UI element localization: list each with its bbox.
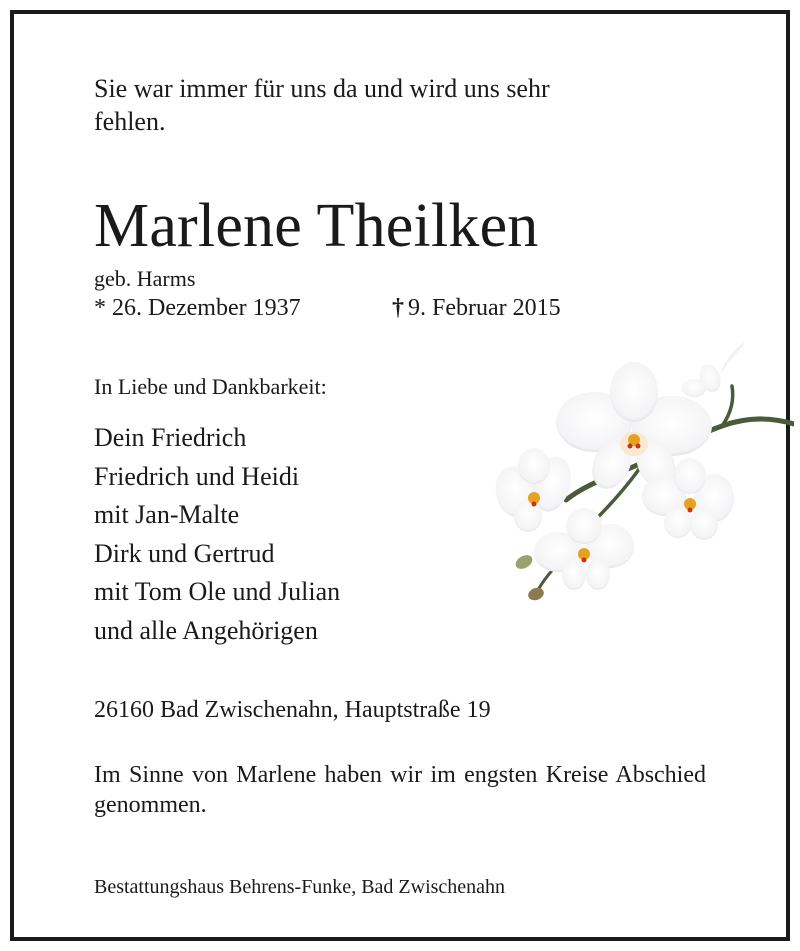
death-date: 9. Februar 2015 bbox=[408, 295, 561, 321]
motto-text: Sie war immer für uns da und wird uns sehr fehlen. bbox=[94, 74, 550, 136]
mourners-list bbox=[94, 419, 340, 651]
address: 26160 Bad Zwischenahn, Hauptstraße 19 bbox=[94, 697, 491, 723]
death-date-line bbox=[392, 293, 561, 323]
mourner-item: Dirk und Gertrud bbox=[94, 538, 275, 568]
mourner-item: Friedrich und Heidi bbox=[94, 461, 300, 491]
orchid-icon bbox=[484, 332, 794, 602]
mourner-item: mit Tom Ole und Julian bbox=[94, 577, 341, 607]
mourner-item: Dein Friedrich bbox=[94, 423, 247, 452]
intro-text: In Liebe und Dankbarkeit: bbox=[94, 374, 327, 399]
farewell-note: Im Sinne von Marlene haben wir im engsten Kreise Abschied genommen. bbox=[94, 762, 706, 818]
maiden-name: geb. Harms bbox=[94, 266, 196, 291]
obituary-frame bbox=[10, 10, 790, 941]
mourner-item: und alle Angehörigen bbox=[94, 615, 318, 645]
undertaker: Bestattungshaus Behrens-Funke, Bad Zwischenahn bbox=[94, 876, 506, 898]
mourner-item: mit Jan-Malte bbox=[94, 500, 240, 530]
birth-date: * 26. Dezember 1937 bbox=[94, 295, 301, 321]
deceased-name: Marlene Theilken bbox=[94, 192, 539, 260]
cross-icon: † bbox=[392, 295, 404, 321]
